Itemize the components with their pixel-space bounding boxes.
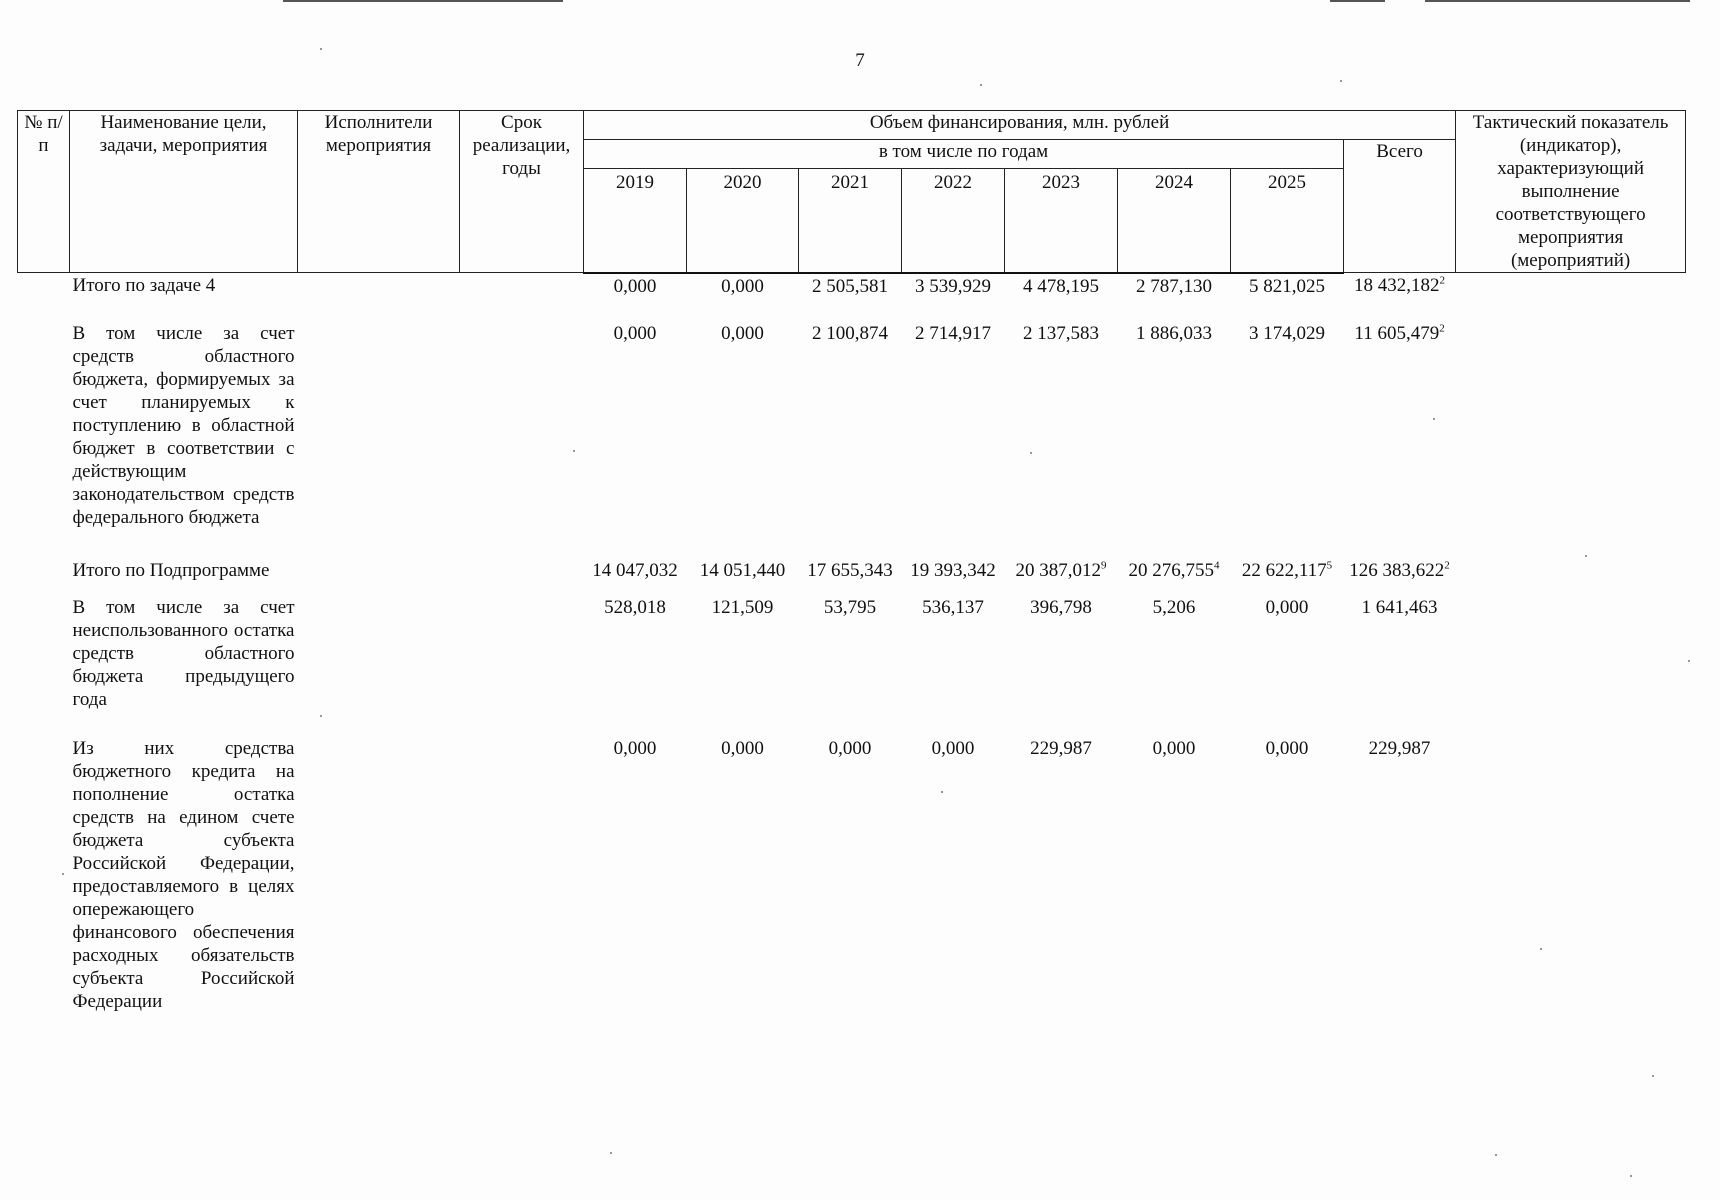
- scan-top-rule: [1330, 0, 1385, 2]
- header-year: 2019: [584, 169, 687, 273]
- cell-2024: 0,000: [1152, 737, 1196, 759]
- cell-2020: 121,509: [711, 596, 774, 618]
- scan-speck: [1540, 948, 1542, 950]
- cell-2022: 19 393,342: [910, 559, 996, 581]
- cell-2019: 0,000: [613, 275, 657, 297]
- scan-speck: [1433, 418, 1435, 420]
- cell-total: 229,987: [1368, 737, 1431, 759]
- row-label: Итого по задаче 4: [72, 275, 216, 296]
- page-number: 7: [855, 50, 865, 71]
- table-row: [18, 273, 1686, 320]
- footnote-mark: 9: [1101, 559, 1107, 572]
- footnote-mark: 2: [1444, 559, 1450, 572]
- cell-2025: 22 622,117$^5$: [1241, 559, 1333, 581]
- cell-2023: 4 478,195: [1023, 275, 1099, 297]
- header-name: Наименование цели, задачи, мероприятия: [70, 111, 298, 273]
- table-row: [18, 595, 1686, 736]
- header-indicator: Тактический показатель (индикатор), характеризующий выполнение соответствующего мероприятия (мероприятий): [1456, 111, 1686, 273]
- scan-top-rule: [283, 0, 563, 2]
- scan-speck: [320, 48, 322, 50]
- scan-top-rule: [1425, 0, 1690, 2]
- cell-2019: 528,018: [604, 596, 666, 618]
- financing-table: [17, 110, 1686, 1017]
- cell-2025: 3 174,029: [1249, 322, 1325, 344]
- row-label: В том числе за счет неиспользованного остатка средств областного бюджета предыдущего года: [72, 596, 295, 710]
- footnote-mark: 2: [1439, 274, 1446, 287]
- cell-2024: 2 787,130: [1136, 275, 1212, 297]
- header-funding: Объем финансирования, млн. рублей: [584, 111, 1456, 140]
- cell-2019: 14 047,032: [592, 559, 678, 581]
- header-total: Всего: [1344, 140, 1456, 273]
- row-label: Из них средства бюджетного кредита на пополнение остатка средств на едином счете бюджета субъекта Российской Федерации, предоставляемого в целях опережающего финансового обеспечения расходных обязательств субъекта Российской Федерации: [72, 737, 295, 1012]
- cell-2021: 2 100,874: [812, 322, 888, 344]
- cell-2019: 0,000: [613, 322, 657, 344]
- scan-speck: [320, 715, 322, 717]
- scan-speck: [1688, 660, 1690, 662]
- cell-total: 18 432,182$^2$: [1354, 274, 1446, 296]
- cell-2024: 20 276,755$^4$: [1128, 559, 1220, 581]
- scan-speck: [62, 873, 64, 875]
- cell-2025: 5 821,025: [1249, 275, 1325, 297]
- header-year: 2020: [687, 169, 799, 273]
- scan-speck: [941, 791, 943, 793]
- cell-2024: 1 886,033: [1136, 322, 1212, 344]
- header-year: 2023: [1005, 169, 1118, 273]
- header-year: 2021: [799, 169, 902, 273]
- header-number: № п/п: [18, 111, 70, 273]
- cell-2022: 0,000: [931, 737, 975, 759]
- header-executors: Исполнители мероприятия: [298, 111, 460, 273]
- footnote-mark: 4: [1214, 559, 1220, 572]
- cell-2020: 0,000: [721, 322, 764, 344]
- table-row: [18, 557, 1686, 595]
- header-year: 2024: [1118, 169, 1231, 273]
- scan-speck: [1652, 1075, 1654, 1077]
- footnote-mark: 2: [1439, 322, 1445, 335]
- cell-2022: 3 539,929: [915, 275, 991, 297]
- scan-speck: [1630, 1175, 1632, 1177]
- scan-speck: [573, 450, 575, 452]
- header-by-years: в том числе по годам: [584, 140, 1344, 169]
- cell-2021: 53,795: [823, 596, 877, 618]
- row-label: Итого по Подпрограмме: [72, 559, 270, 581]
- cell-2020: 0,000: [721, 737, 764, 759]
- cell-total: 1 641,463: [1361, 596, 1438, 618]
- cell-2023: 20 387,012$^9$: [1015, 559, 1107, 581]
- cell-2021: 2 505,581: [812, 275, 888, 297]
- cell-2021: 17 655,343: [807, 559, 893, 581]
- cell-2020: 14 051,440: [699, 559, 786, 581]
- cell-2024: 5,206: [1152, 596, 1196, 618]
- scan-speck: [980, 84, 982, 86]
- cell-2023: 229,987: [1030, 737, 1092, 759]
- cell-2025: 0,000: [1265, 737, 1309, 759]
- cell-2020: 0,000: [721, 275, 764, 297]
- scan-speck: [1495, 1154, 1497, 1156]
- cell-2019: 0,000: [613, 737, 657, 759]
- cell-2023: 396,798: [1030, 596, 1092, 618]
- cell-2025: 0,000: [1265, 596, 1309, 618]
- table-row: [18, 320, 1686, 557]
- table-row: [18, 736, 1686, 1017]
- cell-total: 126 383,622$^2$: [1349, 559, 1450, 581]
- scan-speck: [1340, 80, 1342, 82]
- footnote-mark: 5: [1326, 559, 1333, 572]
- cell-2022: 2 714,917: [915, 322, 991, 344]
- header-year: 2022: [902, 169, 1005, 273]
- scan-speck: [1030, 452, 1032, 454]
- header-year: 2025: [1231, 169, 1344, 273]
- row-label: В том числе за счет средств областного бюджета, формируемых за счет планируемых к поступлению в областной бюджет в соответствии с действующим законодательством средств федерального бюджета: [72, 322, 295, 528]
- scan-speck: [1585, 555, 1587, 557]
- cell-total: 11 605,479$^2$: [1354, 322, 1445, 344]
- cell-2021: 0,000: [828, 737, 872, 759]
- header-term: Срок реализации, годы: [460, 111, 584, 273]
- cell-2023: 2 137,583: [1023, 322, 1099, 344]
- cell-2022: 536,137: [922, 596, 984, 618]
- scan-speck: [610, 1152, 612, 1154]
